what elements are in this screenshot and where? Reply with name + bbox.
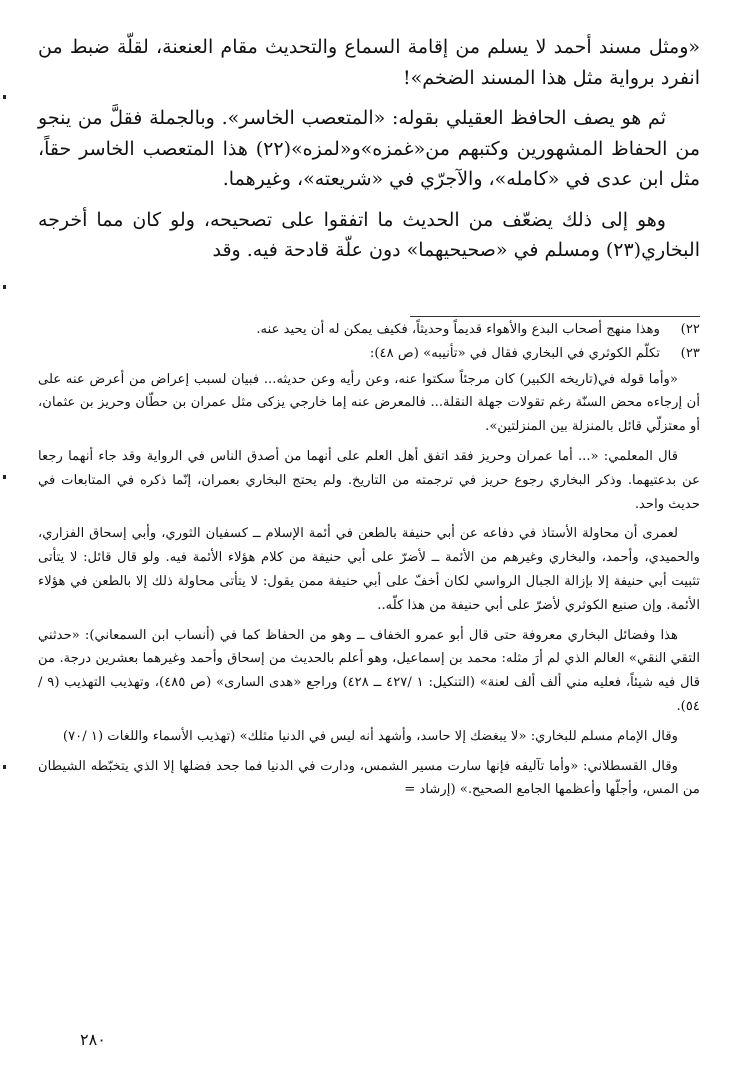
- footnote-number: ٢٣): [680, 345, 700, 361]
- quote-paragraph: وقال القسطلاني: «وأما تآليفه فإنها سارت مسير الشمس، ودارت في الدنيا فما جحد فضلها إلا الذي يتخبّطه الشيطان من المس، وأجلّها وأعظمها الجامع الصحيح.» (إرشاد =: [38, 758, 700, 798]
- footnote-number: ٢٢): [680, 322, 700, 337]
- footnote-separator: [410, 316, 700, 317]
- scan-mark: [3, 475, 6, 479]
- main-paragraph: ثم هو يصف الحافظ العقيلي بقوله: «المتعصب الخاسر». وبالجملة فقلَّ من ينجو من الحفاظ المشهورين وكتبهم من«غمزه»و«لمزه»(٢٢) هذا المتعصب الخاسر حقاً، مثل ابن عدى في «كامله»، والآجرّي في «شريعته»، وغيرهما.: [38, 107, 700, 190]
- main-paragraph: «ومثل مسند أحمد لا يسلم من إقامة السماع والتحديث مقام العنعنة، لقلّة ضبط من انفرد برواية مثل هذا المسند الضخم»!: [38, 36, 700, 89]
- scan-mark: [3, 765, 6, 769]
- quote-paragraph: هذا وفضائل البخاري معروفة حتى قال أبو عمرو الخفاف ــ وهو من الحفاظ كما في (أنساب ابن السمعاني): «حدثني التقي النقي» العالم الذي لم أرَ مثله: محمد بن إسماعيل، وهو أعلم بالحديث من إسحاق وأحمد وغيرهما بعشرين درجة. من قال فيه شيئاً، فعليه مني ألف ألف لعنة» (التنكيل: ١ /٤٢٧ ــ ٤٢٨) وراجع «هدى السارى» (ص ٤٨٥)، وتهذيب التهذيب (٩ /٥٤).: [38, 627, 700, 714]
- footnote-23: [38, 342, 700, 366]
- footnote-text: وهذا منهج أصحاب البدع والأهواء قديماً وحديثاً، فكيف يمكن له أن يحيد عنه.: [256, 322, 660, 337]
- footnote-text: تكلّم الكوثري في البخاري فقال في «تأنيبه» (ص ٤٨):: [369, 345, 660, 361]
- footnotes: [38, 318, 700, 802]
- scan-mark: [3, 285, 6, 289]
- quote-paragraph: «وأما قوله في(تاريخه الكبير) كان مرجئاً سكتوا عنه، وعن رأيه وعن حديثه... فبيان لسبب إعراض من أعرض عنه على أن إرجاءه محض السنّة رغم تقولات جهلة النقلة... فالمعرض عنه إما خارجي يزكى مثل عمران بن حطّان وحريز بن عثمان، أو معتزلّي قائل بالمنزلة بين المنزلتين».: [38, 371, 700, 435]
- page-number: ٢٨٠: [80, 1030, 106, 1049]
- scan-mark: [3, 95, 6, 99]
- footnote-22: [38, 318, 700, 342]
- main-text: [38, 32, 700, 276]
- quote-paragraph: وقال الإمام مسلم للبخاري: «لا يبغضك إلا حاسد، وأشهد أنه ليس في الدنيا مثلك» (تهذيب الأسماء واللغات (١ /٧٠): [62, 728, 678, 744]
- quote-paragraph: لعمرى أن محاولة الأستاذ في دفاعه عن أبي حنيفة بالطعن في أئمة الإسلام ــ كسفيان الثوري، وأبي إسحاق الفزاري، والحميدي، وأحمد، والبخاري وغيرهم من الأئمة ــ لأضرّ على أبي حنيفة من كلام هؤلاء الأئمة فيه. ولو قال قائل: لا يتأتى تثبيت أبي حنيفة إلا بإزالة الجبال الرواسي لكان أخفّ على أبي حنيفة ممن يقول: لا يتأتى محاولة ذلك إلا بالطعن في هؤلاء الأئمة. وإن صنيع الكوثري لأضرّ على أبي حنيفة من هذا كلّه..: [38, 526, 700, 613]
- main-paragraph: وهو إلى ذلك يضعّف من الحديث ما اتفقوا على تصحيحه، ولو كان مما أخرجه البخاري(٢٣) ومسلم في «صحيحيهما» دون علّة قادحة فيه. وقد: [38, 208, 700, 261]
- quote-paragraph: قال المعلمي: «... أما عمران وحريز فقد اتفق أهل العلم على أنهما من أصدق الناس في الرواية وقد جاء أنهما رجعا عن بدعتيهما. وذكر البخاري رجوع حريز في ترجمته من التاريخ. ولم يحتج البخاري بعمران، إنّما ذكره في المتابعات في حديث واحد.: [38, 448, 700, 512]
